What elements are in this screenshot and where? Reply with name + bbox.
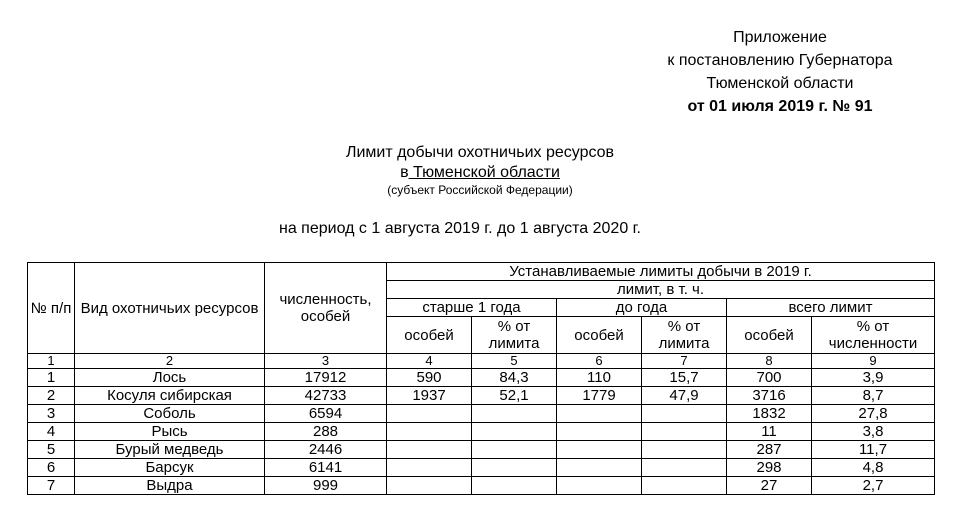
appendix-label: Приложение	[733, 29, 827, 46]
table-row	[28, 387, 935, 405]
cell-total-pct: 3,9	[812, 369, 935, 387]
header-under: до года	[557, 299, 727, 317]
header-num: № п/п	[28, 263, 75, 354]
title-region-line	[180, 163, 780, 183]
cell-total-pct: 11,7	[812, 441, 935, 459]
header-individuals: особей	[387, 317, 472, 354]
cell-num: 5	[28, 441, 75, 459]
cell-under	[557, 459, 642, 477]
cell-total-pct: 4,8	[812, 459, 935, 477]
title-subject: (субъект Российской Федерации)	[387, 183, 573, 197]
cell-total-pct: 27,8	[812, 405, 935, 423]
cell-count: 2446	[265, 441, 387, 459]
header-kind: Вид охотничьих ресурсов	[75, 263, 265, 354]
cell-count: 42733	[265, 387, 387, 405]
cell-older-pct	[472, 405, 557, 423]
cell-total-pct: 2,7	[812, 477, 935, 495]
column-number: 3	[265, 354, 387, 369]
header-percent: % от лимита	[642, 317, 727, 354]
title-region: Тюменской области	[408, 164, 560, 181]
column-number: 6	[557, 354, 642, 369]
cell-count: 6594	[265, 405, 387, 423]
cell-total-pct: 3,8	[812, 423, 935, 441]
cell-under	[557, 423, 642, 441]
cell-under-pct	[642, 441, 727, 459]
cell-num: 3	[28, 405, 75, 423]
header-individuals: особей	[557, 317, 642, 354]
cell-under-pct: 15,7	[642, 369, 727, 387]
cell-kind: Выдра	[75, 477, 265, 495]
cell-under	[557, 477, 642, 495]
cell-total-pct: 8,7	[812, 387, 935, 405]
cell-older-pct: 52,1	[472, 387, 557, 405]
cell-count: 999	[265, 477, 387, 495]
cell-count: 17912	[265, 369, 387, 387]
cell-num: 4	[28, 423, 75, 441]
cell-under-pct	[642, 459, 727, 477]
period-text: на период с 1 августа 2019 г. до 1 августа 2020 г.	[279, 220, 641, 237]
title-line: Лимит добычи охотничьих ресурсов	[345, 144, 615, 161]
cell-older	[387, 459, 472, 477]
column-number: 2	[75, 354, 265, 369]
cell-total: 298	[727, 459, 812, 477]
header-limits: Устанавливаемые лимиты добычи в 2019 г.	[387, 263, 935, 281]
cell-under-pct	[642, 423, 727, 441]
table-row	[28, 441, 935, 459]
cell-under-pct: 47,9	[642, 387, 727, 405]
cell-older-pct: 84,3	[472, 369, 557, 387]
table-row	[28, 477, 935, 495]
cell-num: 7	[28, 477, 75, 495]
header-including: лимит, в т. ч.	[387, 281, 935, 299]
table-row	[28, 459, 935, 477]
table-row	[28, 369, 935, 387]
appendix-date: от 01 июля 2019 г. № 91	[687, 98, 873, 115]
cell-older: 1937	[387, 387, 472, 405]
cell-under-pct	[642, 477, 727, 495]
cell-older-pct	[472, 477, 557, 495]
cell-under: 110	[557, 369, 642, 387]
cell-older-pct	[472, 423, 557, 441]
column-number: 4	[387, 354, 472, 369]
appendix-decree: к постановлению Губернатора	[667, 52, 893, 69]
header-individuals: особей	[727, 317, 812, 354]
cell-kind: Бурый медведь	[75, 441, 265, 459]
cell-total: 11	[727, 423, 812, 441]
cell-num: 2	[28, 387, 75, 405]
column-number: 1	[28, 354, 75, 369]
header-count: численность, особей	[265, 263, 387, 354]
limits-table	[27, 262, 935, 495]
cell-count: 6141	[265, 459, 387, 477]
appendix-region: Тюменской области	[706, 75, 854, 92]
cell-total: 700	[727, 369, 812, 387]
cell-older	[387, 405, 472, 423]
column-number: 8	[727, 354, 812, 369]
cell-older	[387, 423, 472, 441]
column-number: 5	[472, 354, 557, 369]
cell-num: 1	[28, 369, 75, 387]
cell-kind: Косуля сибирская	[75, 387, 265, 405]
title-prefix: в	[400, 164, 409, 181]
table-row	[28, 423, 935, 441]
cell-under	[557, 405, 642, 423]
column-numbers-row	[28, 354, 935, 369]
table-row	[28, 405, 935, 423]
cell-num: 6	[28, 459, 75, 477]
cell-total: 3716	[727, 387, 812, 405]
cell-count: 288	[265, 423, 387, 441]
cell-older-pct	[472, 459, 557, 477]
cell-kind: Рысь	[75, 423, 265, 441]
cell-under	[557, 441, 642, 459]
header-total: всего лимит	[727, 299, 935, 317]
document-title	[180, 143, 780, 197]
cell-kind: Соболь	[75, 405, 265, 423]
cell-older	[387, 441, 472, 459]
cell-under-pct	[642, 405, 727, 423]
cell-kind: Барсук	[75, 459, 265, 477]
cell-under: 1779	[557, 387, 642, 405]
cell-total: 27	[727, 477, 812, 495]
header-row-1	[28, 263, 935, 281]
appendix-header	[640, 26, 920, 118]
cell-older: 590	[387, 369, 472, 387]
cell-older-pct	[472, 441, 557, 459]
header-older: старше 1 года	[387, 299, 557, 317]
cell-total: 287	[727, 441, 812, 459]
header-percent-of-count: % от численности	[812, 317, 935, 354]
column-number: 7	[642, 354, 727, 369]
header-percent: % от лимита	[472, 317, 557, 354]
cell-older	[387, 477, 472, 495]
column-number: 9	[812, 354, 935, 369]
cell-kind: Лось	[75, 369, 265, 387]
cell-total: 1832	[727, 405, 812, 423]
